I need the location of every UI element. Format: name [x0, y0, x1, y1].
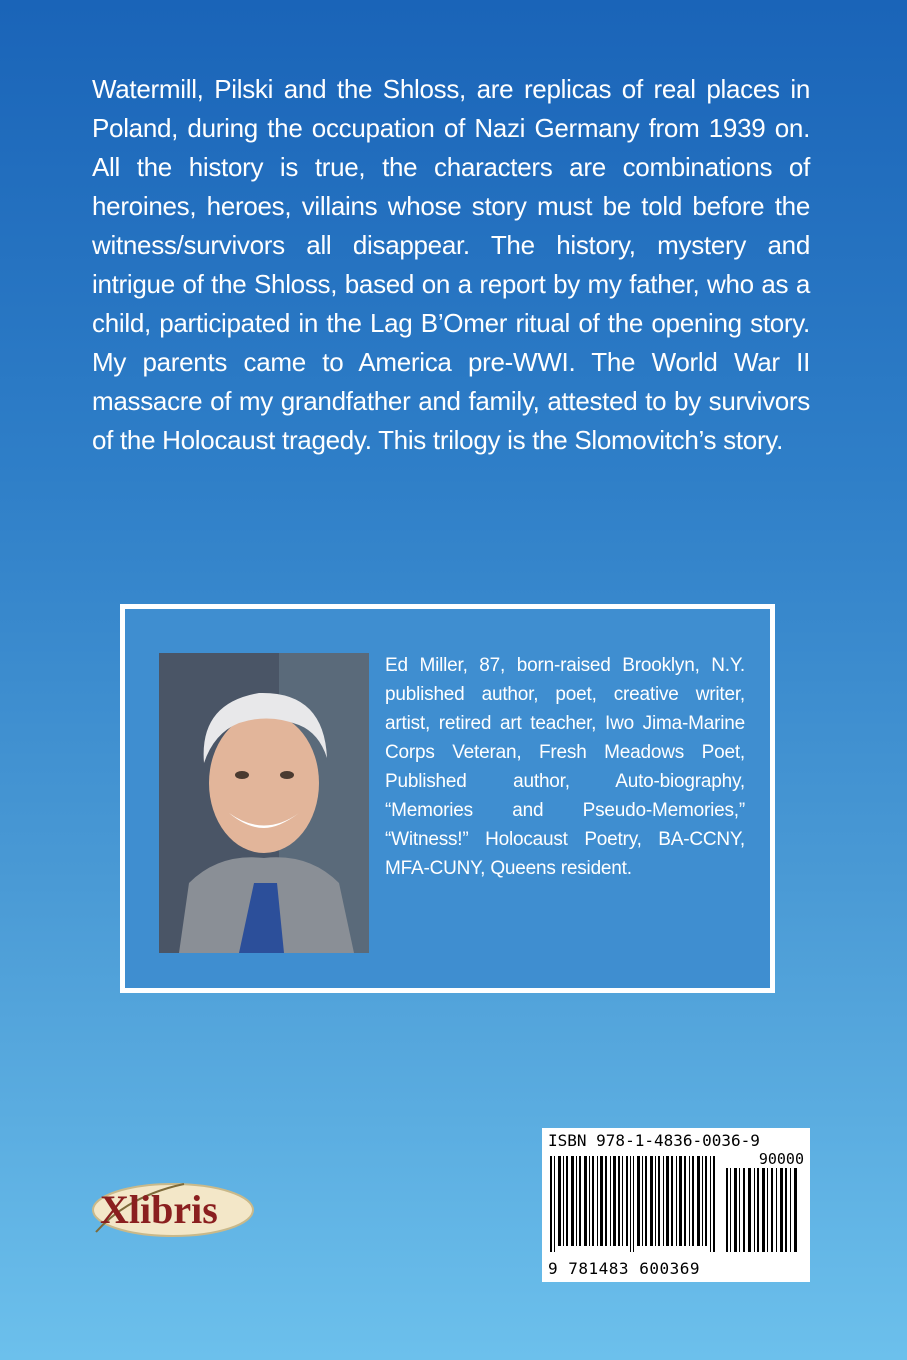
price-code: 90000	[758, 1150, 804, 1168]
xlibris-logo	[88, 1176, 258, 1240]
barcode-digits: 9 781483 600369	[548, 1259, 700, 1278]
back-cover-blurb: Watermill, Pilski and the Shloss, are replicas of real places in Poland, during the occupation of Nazi Germany from 1939 on. All the history is true, the characters are combinations of heroines, heroes, villains whose story must be told before the witness/survivors all disappear. The history, mystery and intrigue of the Shloss, based on a report by my father, who as a child, participated in the Lag B’Omer ritual of the opening story. My parents came to America pre-WWI. The World War II massacre of my grandfather and family, attested to by survivors of the Holocaust tragedy. This trilogy is the Slomovitch’s story.	[92, 74, 810, 455]
author-bio: Ed Miller, 87, born-raised Brooklyn, N.Y. published author, poet, creative writer, artist, retired art teacher, Iwo Jima-Marine Corps Veteran, Fresh Meadows Poet, Published author, Auto-biography, “Memories and Pseudo-Memories,” “Witness!” Holocaust Poetry, BA-CCNY, MFA-CUNY, Queens resident.	[385, 655, 745, 879]
logo-text: Xlibris	[100, 1187, 218, 1232]
author-box	[120, 604, 775, 993]
isbn-label: ISBN 978-1-4836-0036-9	[548, 1131, 760, 1150]
isbn-barcode	[542, 1128, 810, 1282]
barcode-bars	[550, 1156, 722, 1252]
price-bars	[726, 1168, 800, 1252]
author-photo	[159, 653, 369, 953]
